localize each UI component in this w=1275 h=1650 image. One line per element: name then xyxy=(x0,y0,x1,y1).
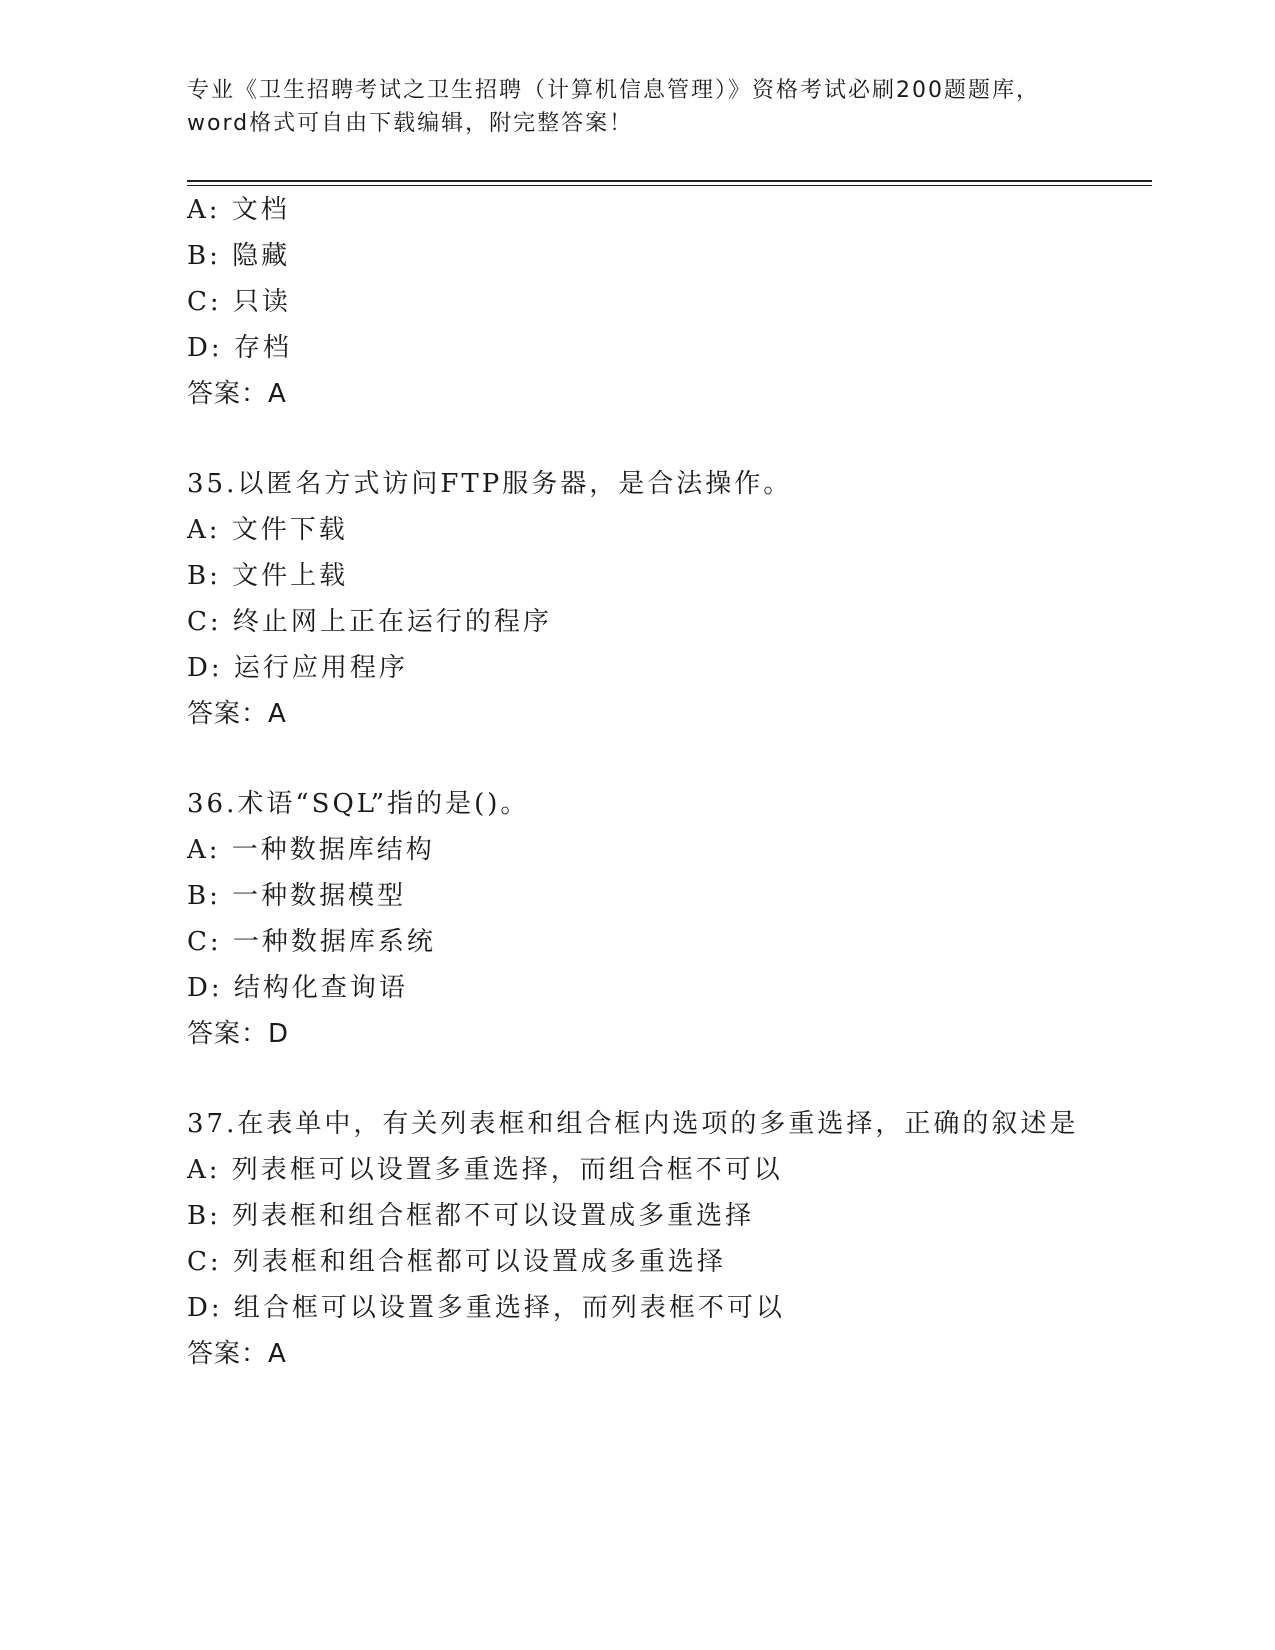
answer-line: 答案：D xyxy=(187,1019,290,1049)
question-block-37 xyxy=(187,1101,1152,1377)
option-a: A: 文档 xyxy=(187,195,290,225)
option-d: D: 结构化查询语 xyxy=(187,973,408,1003)
header-divider xyxy=(187,180,1152,186)
option-b: B: 一种数据模型 xyxy=(187,881,407,911)
option-b: B: 列表框和组合框都不可以设置成多重选择 xyxy=(187,1201,755,1231)
option-d: D: 存档 xyxy=(187,333,292,363)
option-a: A: 文件下载 xyxy=(187,515,348,545)
option-b: B: 文件上载 xyxy=(187,561,349,591)
question-block-36 xyxy=(187,781,1152,1057)
option-a: A: 列表框可以设置多重选择，而组合框不可以 xyxy=(187,1155,783,1185)
option-c: C: 列表框和组合框都可以设置成多重选择 xyxy=(187,1247,726,1277)
spacer xyxy=(187,417,1152,461)
spacer xyxy=(187,737,1152,781)
option-b: B: 隐藏 xyxy=(187,241,291,271)
option-c: C: 终止网上正在运行的程序 xyxy=(187,607,552,637)
question-list xyxy=(187,187,1152,1377)
header-title-line-1: 专业《卫生招聘考试之卫生招聘（计算机信息管理）》资格考试必刷200题题库， xyxy=(187,78,1040,103)
question-stem: 36.术语“SQL”指的是()。 xyxy=(187,789,530,819)
spacer xyxy=(187,1057,1152,1101)
option-a: A: 一种数据库结构 xyxy=(187,835,435,865)
question-stem: 37.在表单中，有关列表框和组合框内选项的多重选择，正确的叙述是 xyxy=(187,1109,1079,1139)
header-title-line-2: word格式可自由下载编辑，附完整答案！ xyxy=(187,111,634,136)
answer-line: 答案：A xyxy=(187,379,287,409)
question-block-35 xyxy=(187,461,1152,737)
answer-line: 答案：A xyxy=(187,699,287,729)
answer-line: 答案：A xyxy=(187,1339,287,1369)
document-header xyxy=(187,74,1087,140)
option-c: C: 一种数据库系统 xyxy=(187,927,436,957)
option-c: C: 只读 xyxy=(187,287,291,317)
option-d: D: 运行应用程序 xyxy=(187,653,408,683)
option-d: D: 组合框可以设置多重选择，而列表框不可以 xyxy=(187,1293,785,1323)
question-block-34 xyxy=(187,187,1152,417)
question-stem: 35.以匿名方式访问FTP服务器，是合法操作。 xyxy=(187,469,793,499)
